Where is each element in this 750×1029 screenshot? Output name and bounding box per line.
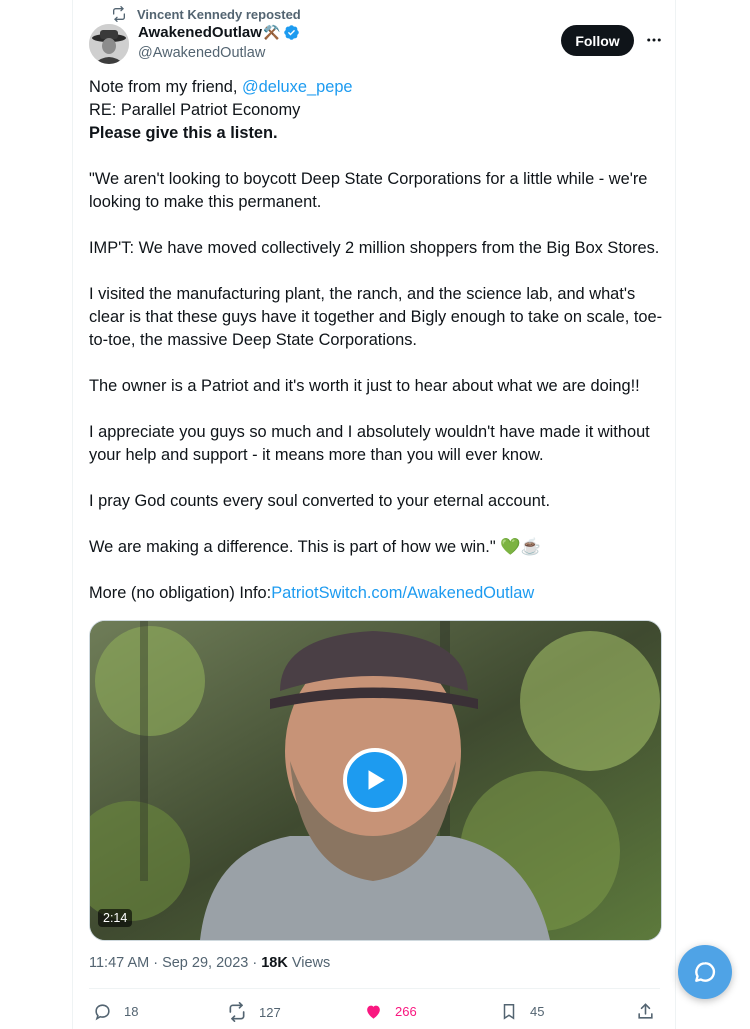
tweet-intro-text: Note from my friend, (89, 78, 243, 96)
like-button[interactable] (364, 1002, 417, 1021)
tweet-card (72, 0, 676, 1029)
views-count: 18K (261, 955, 288, 971)
action-bar (89, 1000, 660, 1024)
repost-count: 127 (259, 1004, 281, 1020)
divider (89, 988, 660, 989)
share-button[interactable] (636, 1002, 667, 1021)
verified-badge-icon (283, 24, 300, 41)
tweet-line-3: Please give this a listen. (89, 124, 278, 142)
video-player[interactable] (89, 620, 662, 941)
tweet-info-line (89, 582, 665, 605)
video-duration: 2:14 (98, 909, 132, 927)
author-name[interactable]: AwakenedOutlaw (138, 24, 262, 41)
follow-button[interactable]: Follow (561, 25, 634, 56)
play-button[interactable] (343, 748, 407, 812)
mention-link[interactable]: @deluxe_pepe (242, 78, 353, 96)
hammer-pick-emoji: ⚒️ (262, 24, 281, 40)
tweet-paragraph-4: The owner is a Patriot and it's worth it just to hear about what we are doing!! (89, 377, 640, 395)
repost-button[interactable] (227, 1002, 281, 1022)
repost-icon (111, 6, 127, 22)
like-count: 266 (395, 1004, 417, 1019)
chat-bubble-icon (692, 959, 718, 985)
author-handle[interactable]: @AwakenedOutlaw (138, 45, 266, 61)
timestamp-link[interactable]: 11:47 AM · Sep 29, 2023 · (89, 955, 258, 971)
play-icon (362, 767, 388, 793)
reply-count: 18 (124, 1004, 139, 1019)
tweet-paragraph-7: We are making a difference. This is part of how we win." 💚☕ (89, 538, 542, 556)
retweet-icon (227, 1002, 247, 1022)
tweet-paragraph-5: I appreciate you guys so much and I absolutely wouldn't have made it without your help and support - it means more than you will ever know. (89, 423, 650, 464)
more-options-icon[interactable] (643, 29, 665, 51)
reply-button[interactable] (93, 1002, 138, 1021)
help-chat-button[interactable] (678, 945, 732, 999)
tweet-paragraph-1: "We aren't looking to boycott Deep State Corporations for a little while - we're looking to make this permanent. (89, 170, 648, 211)
info-link[interactable]: PatriotSwitch.com/AwakenedOutlaw (271, 584, 535, 602)
tweet-line-2: RE: Parallel Patriot Economy (89, 101, 301, 119)
bookmark-button[interactable] (500, 1002, 544, 1021)
avatar[interactable] (89, 24, 129, 64)
author-name-row[interactable] (138, 24, 300, 41)
reply-icon (93, 1002, 112, 1021)
bookmark-icon (500, 1002, 518, 1021)
tweet-paragraph-2: IMP'T: We have moved collectively 2 million shoppers from the Big Box Stores. (89, 239, 660, 257)
tweet-paragraph-3: I visited the manufacturing plant, the ranch, and the science lab, and what's clear is that these guys have it together and Bigly enough to take on scale, toe-to-toe, the massive Deep State Corporations. (89, 285, 663, 349)
info-prefix: More (no obligation) Info: (89, 584, 272, 602)
repost-label: Vincent Kennedy reposted (137, 6, 301, 22)
share-icon (636, 1002, 655, 1021)
heart-filled-icon (364, 1002, 383, 1021)
tweet-line-1 (89, 76, 665, 99)
tweet-paragraph-6: I pray God counts every soul converted to your eternal account. (89, 492, 551, 510)
tweet-text (89, 76, 665, 605)
bookmark-count: 45 (530, 1004, 545, 1019)
views-label: Views (291, 955, 331, 971)
repost-indicator[interactable] (111, 6, 301, 22)
tweet-meta (89, 955, 330, 971)
